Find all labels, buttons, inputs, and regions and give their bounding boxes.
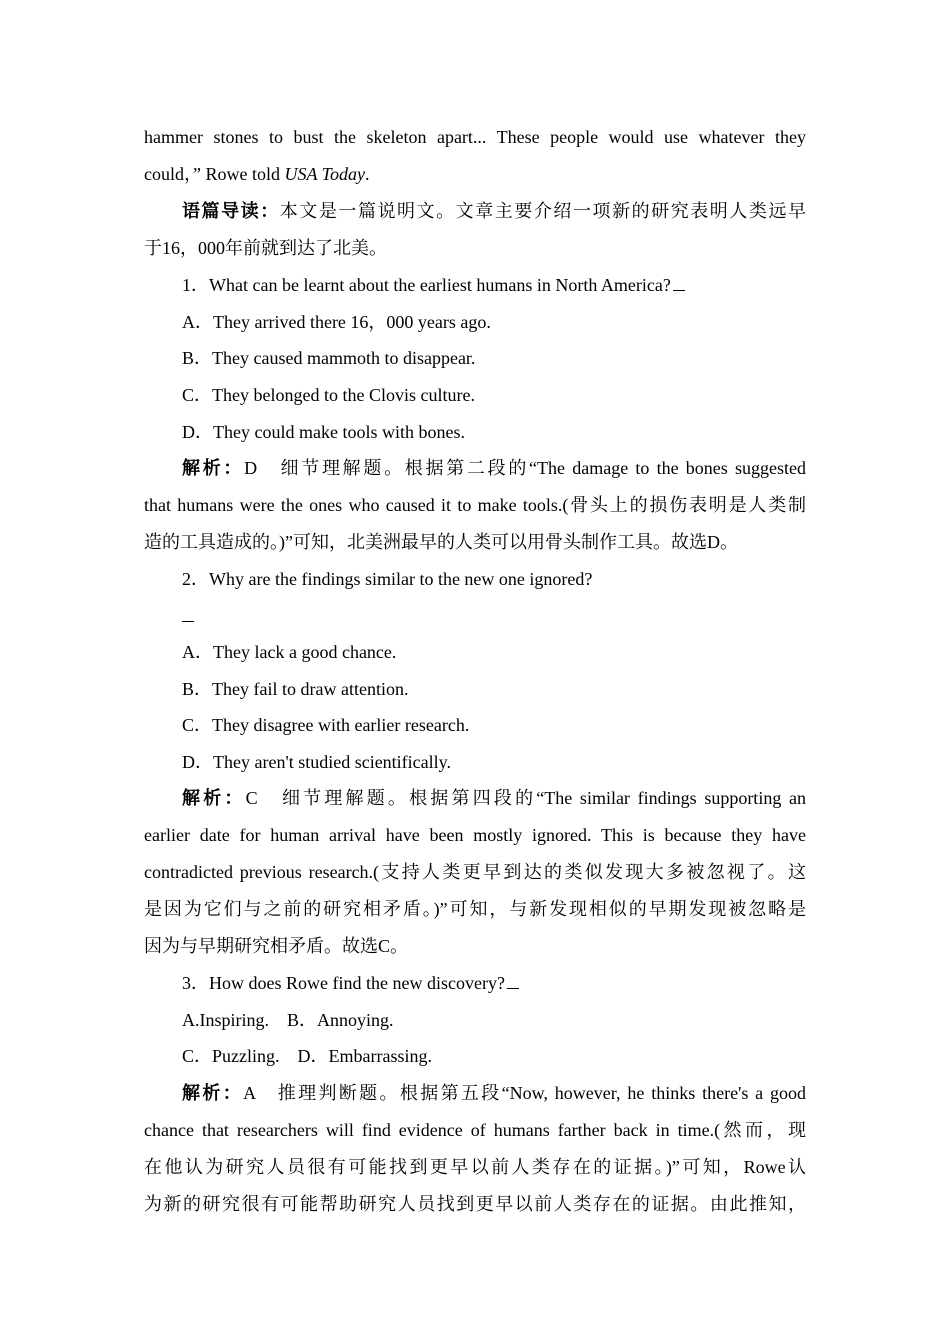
q1-option-c: C．They belonged to the Clovis culture. bbox=[182, 385, 475, 405]
explanation-label: 解析： bbox=[182, 788, 246, 808]
answer-blank bbox=[182, 605, 194, 622]
q2-option-a: A．They lack a good chance. bbox=[182, 642, 397, 662]
guide-text: 本文是一篇说明文。文章主要介绍一项新的研究表明人类远早 bbox=[279, 201, 807, 221]
question-3-stem bbox=[182, 971, 519, 995]
explanation-label: 解析： bbox=[182, 458, 245, 478]
explanation-text: D 细节理解题。根据第二段的“The damage to the bones suggested bbox=[244, 458, 806, 478]
q1-option-b: B．They caused mammoth to disappear. bbox=[182, 348, 476, 368]
q2-answer-blank-line bbox=[182, 604, 194, 628]
intro-period: . bbox=[365, 164, 370, 184]
q2-option-d: D．They aren't studied scientifically. bbox=[182, 752, 451, 772]
q1-explanation-line-3: 造的工具造成的。)”可知，北美洲最早的人类可以用骨头制作工具。故选D。 bbox=[144, 532, 738, 552]
question-1-stem bbox=[182, 273, 685, 297]
explanation-text: C 细节理解题。根据第四段的“The similar findings supporting an bbox=[245, 788, 806, 808]
q3-explanation-line-1 bbox=[182, 1081, 806, 1105]
q3-options-cd: C．Puzzling. D．Embarrassing. bbox=[182, 1046, 432, 1066]
q1-option-a: A．They arrived there 16，000 years ago. bbox=[182, 312, 491, 332]
guide-label: 语篇导读： bbox=[182, 201, 280, 221]
question-2-stem: 2．Why are the findings similar to the new one ignored? bbox=[182, 569, 593, 589]
intro-text: could，” Rowe told bbox=[144, 164, 285, 184]
q2-option-b: B．They fail to draw attention. bbox=[182, 679, 409, 699]
q1-explanation-line-2: that humans were the ones who caused it to make tools.(骨头上的损伤表明是人类制 bbox=[144, 495, 806, 515]
explanation-label: 解析： bbox=[182, 1083, 244, 1103]
answer-blank bbox=[507, 972, 519, 989]
intro-line-2 bbox=[144, 162, 370, 186]
question-1-text: 1．What can be learnt about the earliest humans in North America? bbox=[182, 275, 671, 295]
q3-explanation-line-3: 在他认为研究人员很有可能找到更早以前人类存在的证据。)”可知，Rowe认 bbox=[144, 1157, 806, 1177]
q2-explanation-line-4: 是因为它们与之前的研究相矛盾。)”可知，与新发现相似的早期发现被忽略是 bbox=[144, 899, 806, 919]
source-title: USA Today bbox=[284, 164, 366, 184]
q1-option-d: D．They could make tools with bones. bbox=[182, 422, 465, 442]
intro-line-1: hammer stones to bust the skeleton apart... These people would use whatever they bbox=[144, 127, 806, 147]
q2-explanation-line-2: earlier date for human arrival have been mostly ignored. This is because they have bbox=[144, 825, 806, 845]
q2-explanation-line-5: 因为与早期研究相矛盾。故选C。 bbox=[144, 936, 409, 956]
guide-line-2: 于16，000年前就到达了北美。 bbox=[144, 238, 387, 258]
q1-explanation-line-1 bbox=[182, 456, 806, 480]
question-3-text: 3．How does Rowe find the new discovery? bbox=[182, 973, 505, 993]
q2-option-c: C．They disagree with earlier research. bbox=[182, 715, 470, 735]
q3-explanation-line-4: 为新的研究很有可能帮助研究人员找到更早以前人类存在的证据。由此推知， bbox=[144, 1194, 806, 1214]
q2-explanation-line-1 bbox=[182, 786, 806, 810]
q3-explanation-line-2: chance that researchers will find evidence of humans farther back in time.(然而，现 bbox=[144, 1120, 806, 1140]
q2-explanation-line-3: contradicted previous research.(支持人类更早到达的类似发现大多被忽视了。这 bbox=[144, 862, 806, 882]
explanation-text: A 推理判断题。根据第五段“Now, however, he thinks there's a good bbox=[243, 1083, 807, 1103]
answer-blank bbox=[673, 274, 685, 291]
guide-line-1 bbox=[182, 199, 806, 223]
q3-options-ab: A.Inspiring. B．Annoying. bbox=[182, 1010, 394, 1030]
